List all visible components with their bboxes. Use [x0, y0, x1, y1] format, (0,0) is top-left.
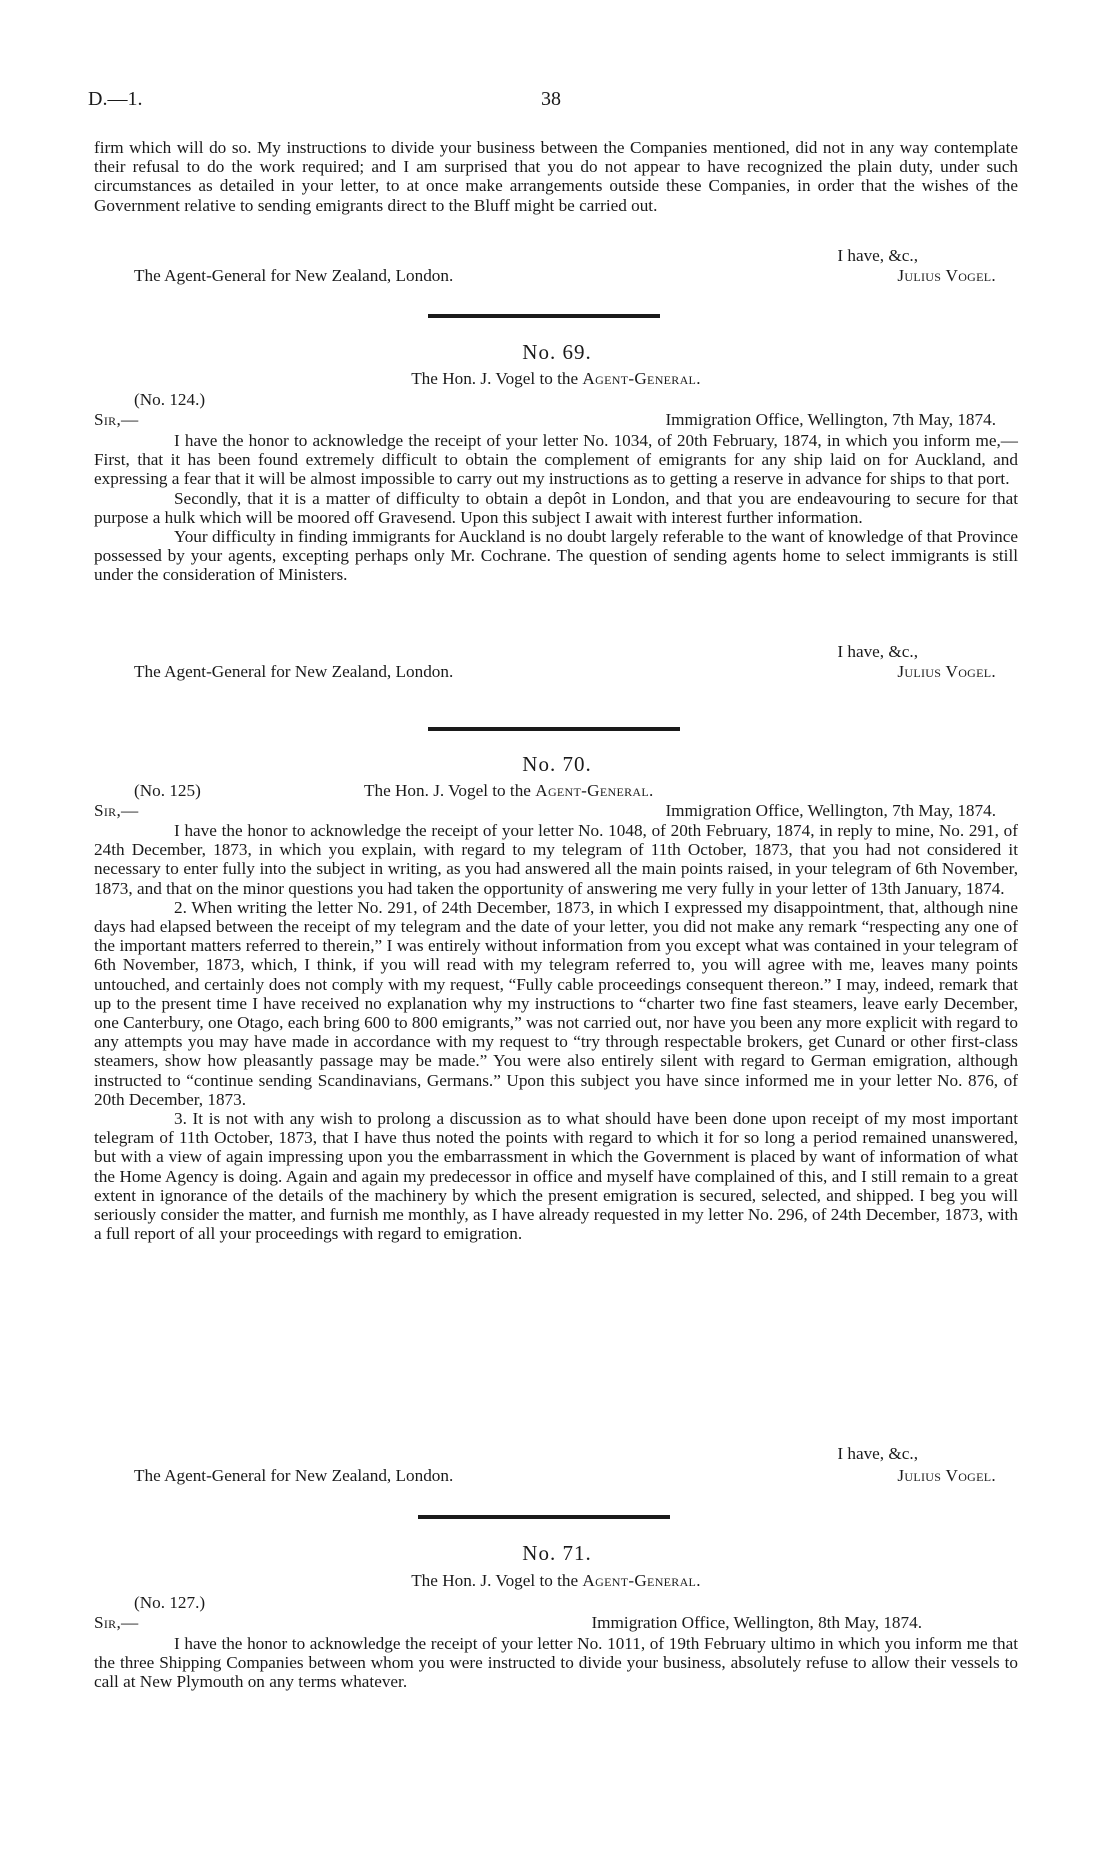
section-divider: [428, 314, 660, 318]
letter-closing-line: I have, &c.,: [837, 1444, 918, 1463]
letter-title: The Hon. J. Vogel to the Agent-General.: [411, 369, 701, 388]
letter-sign-off: [94, 1466, 1018, 1486]
place-date: Immigration Office, Wellington, 7th May, 1874.: [665, 410, 996, 429]
salutation: Sir,—: [94, 1613, 139, 1632]
addressee: The Agent-General for New Zealand, London.: [134, 1466, 454, 1485]
signature: Julius Vogel.: [897, 266, 996, 285]
letter-sign-off: [94, 662, 1018, 682]
signature: Julius Vogel.: [897, 662, 996, 681]
letter-body: I have the honor to acknowledge the receipt of your letter No. 1048, of 20th February, 1874, in reply to mine, No. 291, of 24th December, 1873, in which you explain, with regard to my telegram of 11th October, 1873, that you had not considered it necessary to enter fully into the subject in writing, as you had answered all the main points raised, in your telegram of 6th November, 1873, and that on the minor questions you had taken the opportunity of answering me very fully in your letter of 13th January, 1874. 2. When writing the letter No. 291, of 24th December, 1873, in which I expressed my disappointment, that, although nine days had elapsed between the receipt of my telegram and the date of your letter, you did not make any remark “respecting any one of the important matters referred to therein,” I was entirely without information from you except what was contained in your telegram of 6th November, 1873, which, I think, if you will read with my telegram referred to, you will agree with me, leaves many points untouched, and certainly does not comply with my request, “Fully cable proceedings consequent thereon.” I may, indeed, remark that up to the present time I have received no explanation why my instructions to “charter two fine fast steamers, leave early December, one Canterbury, one Otago, each bring 600 to 800 emigrants,” was not carried out, nor have you been any more explicit with regard to any attempts you may have made in accordance with my request to “try through respectable brokers, get Cunard or other first-class steamers, show how pleasantly passage may be made.” You were also entirely silent with regard to German emigration, although instructed to “continue sending Scandinavians, Germans.” Upon this subject you have since informed me in your letter No. 876, of 20th December, 1873. 3. It is not with any wish to prolong a discussion as to what should have been done upon receipt of my most important telegram of 11th October, 1873, that I have thus noted the points with regard to which it for so long a period remained unanswered, but with a view of again impressing upon you the embarrassment in which the Government is placed by want of information of what the Home Agency is doing. Again and again my predecessor in office and myself have complained of this, and I still remain to a great extent in ignorance of the details of the machinery by which the present emigration is secured, selected, and shipped. I beg you will seriously consider the matter, and furnish me monthly, as I have already requested in my letter No. 296, of 24th December, 1873, with a full report of all your proceedings with regard to emigration.: [94, 821, 1018, 1244]
page-number: 38: [541, 88, 561, 110]
letter-body: I have the honor to acknowledge the receipt of your letter No. 1034, of 20th February, 1874, in which you inform me,—First, that it has been found extremely difficult to obtain the complement of emigrants for any ship laid on for Auckland, and expressing a fear that it will be almost impossible to carry out my instructions as to getting a reserve in advance for ships to that port. Secondly, that it is a matter of difficulty to obtain a depôt in London, and that you are endeavouring to secure for that purpose a hulk which will be moored off Gravesend. Upon this subject I await with interest further information. Your difficulty in finding immigrants for Auckland is no doubt largely referable to the want of knowledge of that Province possessed by your agents, excepting perhaps only Mr. Cochrane. The question of sending agents home to select immigrants is still under the consideration of Ministers.: [94, 431, 1018, 585]
opening-sign-off: [94, 266, 1018, 286]
salutation: Sir,—: [94, 410, 139, 429]
letter-reference: (No. 127.): [134, 1593, 206, 1612]
addressee: The Agent-General for New Zealand, London.: [134, 662, 454, 681]
salutation-line: [94, 410, 1018, 430]
section-divider: [418, 1515, 670, 1519]
letter-reference: (No. 124.): [134, 390, 206, 409]
place-date: Immigration Office, Wellington, 7th May, 1874.: [665, 801, 996, 820]
addressee: The Agent-General for New Zealand, London.: [134, 266, 454, 285]
letter-closing-line: I have, &c.,: [837, 642, 918, 661]
salutation-line: [94, 801, 1018, 821]
letter-heading: No. 71.: [522, 1541, 592, 1565]
opening-closing-line: I have, &c.,: [837, 246, 918, 265]
opening-paragraph: firm which will do so. My instructions to divide your business between the Companies mentioned, did not in any way contemplate their refusal to do the work required; and I am surprised that you do not appear to have recognized the plain duty, under such circumstances as detailed in your letter, to at once make arrangements outside these Companies, in order that the wishes of the Government relative to sending emigrants direct to the Bluff might be carried out.: [94, 138, 1018, 215]
letter-heading: No. 69.: [522, 340, 592, 364]
letter-reference: (No. 125): [134, 781, 201, 800]
letter-title: The Hon. J. Vogel to the Agent-General.: [411, 1571, 701, 1590]
letter-body: I have the honor to acknowledge the receipt of your letter No. 1011, of 19th February ultimo in which you inform me that the three Shipping Companies between whom you were instructed to divide your business, absolutely refuse to allow their vessels to call at New Plymouth on any terms whatever.: [94, 1634, 1018, 1692]
salutation-line: [94, 1613, 1018, 1633]
letter-heading: No. 70.: [522, 752, 592, 776]
signature: Julius Vogel.: [897, 1466, 996, 1485]
section-divider: [428, 727, 680, 731]
place-date: Immigration Office, Wellington, 8th May, 1874.: [591, 1613, 922, 1632]
document-reference: D.—1.: [88, 88, 143, 110]
page-header: [88, 88, 1014, 118]
salutation: Sir,—: [94, 801, 139, 820]
letter-title-line: (No. 125) The Hon. J. Vogel to the Agent-General.: [134, 781, 654, 800]
